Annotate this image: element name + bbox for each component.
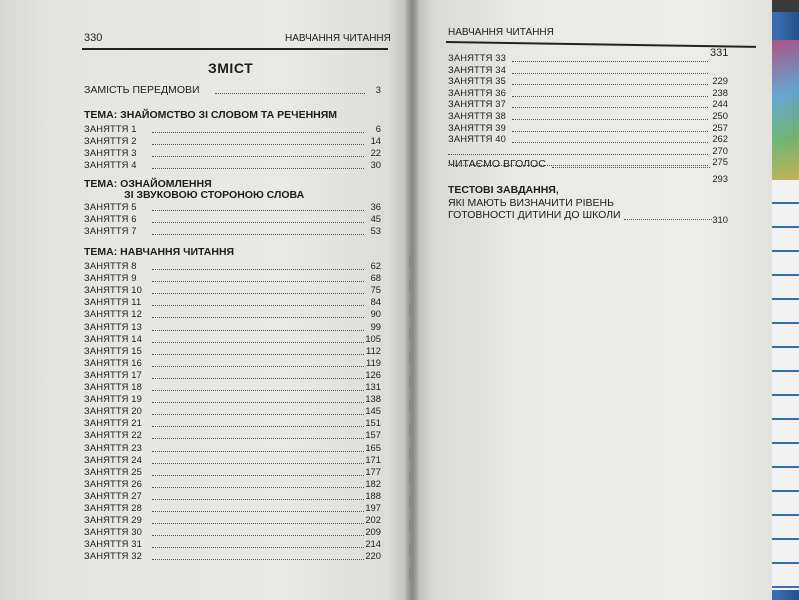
toc-leader (512, 61, 708, 62)
toc-entry-page: 202 (365, 514, 381, 526)
running-head-right: НАВЧАННЯ ЧИТАННЯ (448, 27, 554, 38)
theme-heading: ТЕМА: ЗНАЙОМСТВО ЗІ СЛОВОМ ТА РЕЧЕННЯМ (84, 109, 338, 121)
toc-entry-page: 270 (712, 144, 728, 156)
toc-leader (152, 463, 364, 464)
toc-entry-page: 22 (370, 147, 381, 159)
toc-entry-page: 151 (365, 417, 381, 429)
theme-heading: ТЕМА: НАВЧАННЯ ЧИТАННЯ (84, 246, 235, 258)
toc-entry-page: 182 (365, 477, 381, 489)
toc-entry-label: ЗАНЯТТЯ 13 (84, 320, 143, 332)
toc-leader (512, 142, 708, 143)
toc-entry-page: 138 (365, 393, 381, 405)
foreword-leader (215, 93, 365, 94)
toc-entry-label: ЗАНЯТТЯ 24 (84, 453, 143, 465)
toc-entry-page: 131 (365, 381, 381, 392)
toc-entry-label: ЗАНЯТТЯ 28 (84, 502, 143, 513)
toc-leader (152, 499, 364, 500)
toc-entry-page: 36 (370, 201, 381, 212)
foreword-label: ЗАМІСТЬ ПЕРЕДМОВИ (84, 84, 200, 96)
toc-entry-page: 6 (375, 123, 381, 134)
toc-entry-page: 244 (712, 98, 728, 110)
toc-leader (152, 535, 364, 536)
read-aloud-page: 293 (712, 173, 728, 184)
toc-leader (152, 234, 364, 235)
read-aloud-label: ЧИТАЄМО ВГОЛОС (448, 158, 546, 170)
toc-entry-label: ЗАНЯТТЯ 11 (84, 296, 142, 308)
toc-entry-label: ЗАНЯТТЯ 29 (84, 514, 143, 526)
toc-entry-label: ЗАНЯТТЯ 15 (84, 344, 143, 356)
toc-entry-page: 126 (365, 368, 381, 380)
toc-leader (152, 366, 364, 367)
toc-entry-label: ЗАНЯТТЯ 30 (84, 526, 143, 538)
tests-subtitle: ГОТОВНОСТІ ДИТИНИ ДО ШКОЛИ (448, 209, 621, 221)
toc-entry-page: 275 (712, 156, 728, 168)
toc-entry-label: ЗАНЯТТЯ 40 (448, 133, 507, 145)
toc-leader (152, 414, 364, 415)
toc-leader (512, 73, 708, 74)
theme-heading: ЗІ ЗВУКОВОЮ СТОРОНОЮ СЛОВА (124, 189, 305, 201)
binding-stitch (409, 447, 412, 461)
toc-leader (152, 144, 364, 145)
toc-leader (152, 559, 364, 560)
running-head-left: НАВЧАННЯ ЧИТАННЯ (285, 33, 391, 44)
toc-entry-label: ЗАНЯТТЯ 27 (84, 489, 143, 501)
toc-leader (152, 168, 364, 169)
toc-entry-page: 157 (365, 429, 381, 441)
toc-leader (152, 222, 364, 223)
toc-leader (512, 84, 708, 85)
toc-entry-label: ЗАНЯТТЯ 36 (448, 86, 507, 98)
foreword-page: 3 (375, 84, 381, 95)
toc-entry-label: ЗАНЯТТЯ 39 (448, 121, 507, 133)
tests-title: ТЕСТОВІ ЗАВДАННЯ, (448, 184, 559, 196)
toc-entry-label: ЗАНЯТТЯ 26 (84, 477, 143, 489)
binding-stitch (409, 423, 412, 437)
toc-leader (152, 523, 364, 524)
toc-leader (152, 132, 364, 133)
toc-entry-label: ЗАНЯТТЯ 31 (84, 538, 143, 550)
tests-page: 310 (712, 214, 728, 225)
toc-leader (152, 511, 364, 512)
toc-entry-label: ЗАНЯТТЯ 20 (84, 405, 143, 417)
toc-entry-label: ЗАНЯТТЯ 1 (84, 123, 137, 134)
toc-entry-page: 238 (712, 86, 728, 98)
toc-entry-page: 177 (365, 465, 381, 477)
toc-entry-page: 197 (365, 502, 381, 513)
tests-subtitle: ЯКІ МАЮТЬ ВИЗНАЧИТИ РІВЕНЬ (448, 197, 615, 209)
toc-entry-page: 262 (712, 133, 728, 145)
toc-entry-label: ЗАНЯТТЯ 32 (84, 550, 143, 562)
theme-heading: ТЕМА: ОЗНАЙОМЛЕННЯ (84, 178, 212, 190)
toc-entry-page: 105 (365, 332, 381, 344)
toc-entry-page: 229 (712, 75, 728, 87)
toc-entry-page: 188 (365, 489, 381, 501)
toc-entry-label: ЗАНЯТТЯ 8 (84, 260, 137, 271)
tests-leader (624, 219, 712, 220)
toc-entry-label: ЗАНЯТТЯ 37 (448, 98, 507, 110)
toc-title: ЗМІСТ (208, 60, 254, 76)
toc-leader (152, 317, 364, 318)
toc-leader (152, 402, 364, 403)
toc-leader (152, 156, 364, 157)
toc-entry-label: ЗАНЯТТЯ 4 (84, 159, 137, 171)
toc-entry-label: ЗАНЯТТЯ 16 (84, 356, 143, 368)
toc-leader (152, 378, 364, 379)
binding-stitch (409, 303, 412, 317)
binding-stitch (409, 351, 412, 365)
toc-entry-page: 53 (370, 225, 381, 237)
toc-leader (152, 293, 364, 294)
toc-entry-page: 90 (370, 308, 381, 320)
binding-stitch (409, 543, 412, 557)
binding-stitch (409, 567, 412, 581)
binding-stitch (409, 471, 412, 485)
toc-leader (152, 426, 364, 427)
toc-entry-page: 75 (370, 284, 381, 296)
right-page (412, 0, 772, 600)
toc-entry-page: 145 (365, 405, 381, 417)
toc-leader (152, 547, 364, 548)
toc-entry-label: ЗАНЯТТЯ 18 (84, 381, 143, 392)
toc-entry-label: ЗАНЯТТЯ 33 (448, 52, 507, 63)
toc-leader (152, 281, 364, 282)
toc-leader (152, 475, 364, 476)
read-aloud-leader (552, 167, 710, 168)
toc-entry-label: ЗАНЯТТЯ 9 (84, 272, 137, 284)
toc-entry-label: ЗАНЯТТЯ 21 (84, 417, 143, 429)
toc-entry-label: ЗАНЯТТЯ 22 (84, 429, 143, 441)
toc-entry-label: ЗАНЯТТЯ 25 (84, 465, 143, 477)
toc-entry-page: 220 (365, 550, 381, 562)
toc-entry-page: 250 (712, 110, 728, 121)
page-number-left: 330 (84, 32, 103, 44)
toc-entry-label: ЗАНЯТТЯ 5 (84, 201, 137, 212)
toc-leader (512, 131, 708, 132)
binding-stitch (409, 279, 412, 293)
toc-leader (152, 305, 364, 306)
toc-leader (152, 342, 364, 343)
toc-leader (152, 210, 364, 211)
toc-leader (512, 119, 708, 120)
page-number-right: 331 (710, 47, 729, 59)
toc-entry-page: 257 (712, 121, 728, 133)
toc-entry-page: 209 (365, 526, 381, 538)
header-rule-left (82, 48, 388, 50)
toc-leader (152, 330, 364, 331)
toc-entry-label: ЗАНЯТТЯ 6 (84, 213, 137, 225)
toc-entry-label: ЗАНЯТТЯ 35 (448, 75, 507, 87)
toc-entry-page: 84 (370, 296, 381, 308)
binding-stitch (409, 399, 412, 413)
toc-entry-page: 165 (365, 441, 381, 453)
toc-leader (512, 107, 708, 108)
toc-entry-page: 30 (370, 159, 381, 171)
toc-leader (512, 96, 708, 97)
toc-entry-page: 68 (370, 272, 381, 284)
toc-entry-label: ЗАНЯТТЯ 38 (448, 110, 507, 121)
toc-entry-page: 171 (365, 453, 381, 465)
toc-entry-page: 99 (370, 320, 381, 332)
toc-entry-label: ЗАНЯТТЯ 23 (84, 441, 143, 453)
toc-leader (152, 390, 364, 391)
binding-stitch (409, 255, 412, 269)
toc-leader (152, 269, 364, 270)
toc-entry-label: ЗАНЯТТЯ 3 (84, 147, 137, 159)
toc-entry-page: 14 (370, 135, 381, 147)
toc-leader (448, 154, 708, 155)
binding-stitch (409, 375, 412, 389)
toc-entry-page: 45 (370, 213, 381, 225)
book-spine-gutter (405, 0, 419, 600)
toc-entry-label: ЗАНЯТТЯ 14 (84, 332, 143, 344)
toc-leader (152, 487, 364, 488)
toc-entry-label: ЗАНЯТТЯ 7 (84, 225, 137, 237)
toc-entry-page: 62 (370, 260, 381, 271)
toc-entry-label: ЗАНЯТТЯ 34 (448, 63, 507, 75)
toc-entry-page: 119 (366, 356, 381, 368)
toc-entry-page: 112 (366, 344, 381, 356)
toc-leader (152, 438, 364, 439)
toc-entry-label: ЗАНЯТТЯ 19 (84, 393, 143, 405)
toc-leader (152, 451, 364, 452)
cover-lined-pattern (770, 180, 799, 590)
binding-stitch (409, 519, 412, 533)
binding-stitch (409, 327, 412, 341)
toc-entry-label: ЗАНЯТТЯ 12 (84, 308, 143, 320)
toc-leader (152, 354, 364, 355)
toc-entry-label: ЗАНЯТТЯ 17 (84, 368, 143, 380)
toc-entry-page: 214 (365, 538, 381, 550)
toc-entry-label: ЗАНЯТТЯ 10 (84, 284, 143, 296)
binding-stitch (409, 495, 412, 509)
toc-entry-label: ЗАНЯТТЯ 2 (84, 135, 137, 147)
